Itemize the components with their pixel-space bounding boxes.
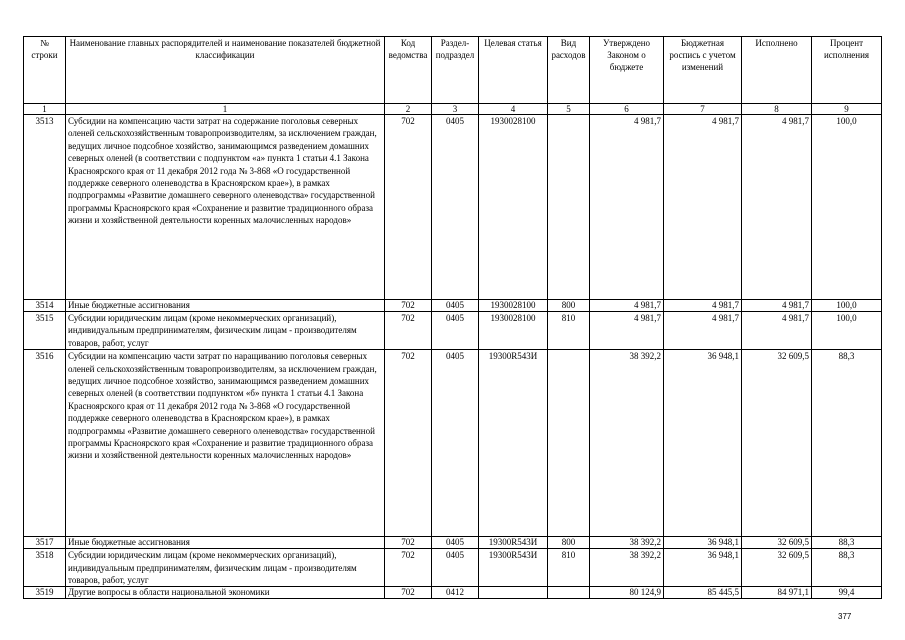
department-code: 702: [385, 312, 432, 350]
header-target-article: Целевая статья: [479, 37, 548, 104]
approved-amount: 80 124,9: [590, 587, 664, 599]
approved-amount: 38 392,2: [590, 537, 664, 549]
section-code: 0405: [432, 537, 479, 549]
table-row: [24, 350, 882, 537]
execution-percent: 88,3: [812, 350, 882, 537]
row-name: Другие вопросы в области национальной экономики: [66, 587, 385, 599]
approved-amount: 38 392,2: [590, 549, 664, 587]
executed-amount: 32 609,5: [742, 350, 812, 537]
target-article: [479, 587, 548, 599]
execution-percent: 100,0: [812, 312, 882, 350]
expense-type: 800: [548, 537, 590, 549]
row-number: 3516: [24, 350, 66, 537]
page-number: 377: [838, 612, 852, 621]
schedule-amount: 36 948,1: [664, 537, 742, 549]
target-article: 19300R543И: [479, 350, 548, 537]
section-code: 0405: [432, 115, 479, 300]
table-row: [24, 587, 882, 599]
execution-percent: 88,3: [812, 549, 882, 587]
execution-percent: 99,4: [812, 587, 882, 599]
schedule-amount: 36 948,1: [664, 350, 742, 537]
header-budget-schedule: Бюджетная роспись с учетом изменений: [664, 37, 742, 104]
approved-amount: 4 981,7: [590, 115, 664, 300]
department-code: 702: [385, 300, 432, 312]
row-name: Иные бюджетные ассигнования: [66, 300, 385, 312]
row-name: Иные бюджетные ассигнования: [66, 537, 385, 549]
row-name: Субсидии на компенсацию части затрат на содержание поголовья северных оленей сельскохозяйственным товаропроизводителям, за исключением граждан, ведущих личное подсобное хозяйство, занимающимся разведением домашних северных оленей (в соответствии с подпунктом «а» пункта 1 статьи 4.1 Закона Красноярского края от 11 декабря 2012 года № 3-868 «О государственной поддержке северного оленеводства в Красноярском крае»), в рамках подпрограммы «Развитие домашнего северного оленеводства» государственной программы Красноярского края «Сохранение и развитие традиционного образа жизни и хозяйственной деятельности коренных малочисленных народов»: [66, 115, 385, 300]
column-number: 9: [812, 104, 882, 115]
approved-amount: 38 392,2: [590, 350, 664, 537]
schedule-amount: 4 981,7: [664, 300, 742, 312]
expense-type: [548, 350, 590, 537]
header-approved: Утверждено Законом о бюджете: [590, 37, 664, 104]
table-row: [24, 115, 882, 300]
row-number: 3515: [24, 312, 66, 350]
schedule-amount: 4 981,7: [664, 312, 742, 350]
row-number: 3517: [24, 537, 66, 549]
schedule-amount: 85 445,5: [664, 587, 742, 599]
column-number-row: [24, 104, 882, 115]
expense-type: [548, 115, 590, 300]
column-number: 4: [479, 104, 548, 115]
approved-amount: 4 981,7: [590, 300, 664, 312]
executed-amount: 32 609,5: [742, 549, 812, 587]
expense-type: [548, 587, 590, 599]
column-number: 7: [664, 104, 742, 115]
department-code: 702: [385, 587, 432, 599]
target-article: 19300R543И: [479, 549, 548, 587]
department-code: 702: [385, 537, 432, 549]
target-article: 1930028100: [479, 312, 548, 350]
target-article: 1930028100: [479, 300, 548, 312]
target-article: 19300R543И: [479, 537, 548, 549]
column-number: 5: [548, 104, 590, 115]
header-row: [24, 37, 882, 104]
row-name: Субсидии юридическим лицам (кроме некоммерческих организаций), индивидуальным предпринимателям, физическим лицам - производителям товаров, работ, услуг: [66, 312, 385, 350]
column-number: 6: [590, 104, 664, 115]
executed-amount: 32 609,5: [742, 537, 812, 549]
section-code: 0405: [432, 312, 479, 350]
expense-type: 810: [548, 549, 590, 587]
execution-percent: 100,0: [812, 115, 882, 300]
row-number: 3519: [24, 587, 66, 599]
table-row: [24, 549, 882, 587]
section-code: 0405: [432, 350, 479, 537]
executed-amount: 4 981,7: [742, 115, 812, 300]
schedule-amount: 36 948,1: [664, 549, 742, 587]
executed-amount: 84 971,1: [742, 587, 812, 599]
header-row-number: № строки: [24, 37, 66, 104]
column-number: 1: [66, 104, 385, 115]
row-number: 3514: [24, 300, 66, 312]
execution-percent: 88,3: [812, 537, 882, 549]
column-number: 1: [24, 104, 66, 115]
budget-execution-table: [23, 36, 882, 599]
expense-type: 810: [548, 312, 590, 350]
department-code: 702: [385, 115, 432, 300]
expense-type: 800: [548, 300, 590, 312]
execution-percent: 100,0: [812, 300, 882, 312]
section-code: 0405: [432, 300, 479, 312]
approved-amount: 4 981,7: [590, 312, 664, 350]
table-row: [24, 312, 882, 350]
column-number: 3: [432, 104, 479, 115]
executed-amount: 4 981,7: [742, 312, 812, 350]
schedule-amount: 4 981,7: [664, 115, 742, 300]
column-number: 8: [742, 104, 812, 115]
header-percent: Процент исполнения: [812, 37, 882, 104]
row-number: 3513: [24, 115, 66, 300]
department-code: 702: [385, 350, 432, 537]
target-article: 1930028100: [479, 115, 548, 300]
header-expense-type: Вид расходов: [548, 37, 590, 104]
row-name: Субсидии на компенсацию части затрат по наращиванию поголовья северных оленей сельскохозяйственным товаропроизводителям, за исключением граждан, ведущих личное подсобное хозяйство, занимающимся разведением домашних северных оленей (в соответствии подпунктом «б» пункта 1 статьи 4.1 Закона Красноярского края от 11 декабря 2012 года № 3-868 «О государственной поддержке северного оленеводства в Красноярском крае»), в рамках подпрограммы «Развитие домашнего северного оленеводства» государственной программы Красноярского края «Сохранение и развитие традиционного образа жизни и хозяйственной деятельности коренных малочисленных народов»: [66, 350, 385, 537]
row-number: 3518: [24, 549, 66, 587]
table-row: [24, 300, 882, 312]
section-code: 0405: [432, 549, 479, 587]
row-name: Субсидии юридическим лицам (кроме некоммерческих организаций), индивидуальным предпринимателям, физическим лицам - производителям товаров, работ, услуг: [66, 549, 385, 587]
table-row: [24, 537, 882, 549]
department-code: 702: [385, 549, 432, 587]
column-number: 2: [385, 104, 432, 115]
header-executed: Исполнено: [742, 37, 812, 104]
executed-amount: 4 981,7: [742, 300, 812, 312]
header-department-code: Код ведомства: [385, 37, 432, 104]
header-section: Раздел-подраздел: [432, 37, 479, 104]
header-name: Наименование главных распорядителей и наименование показателей бюджетной классификации: [66, 37, 385, 104]
section-code: 0412: [432, 587, 479, 599]
